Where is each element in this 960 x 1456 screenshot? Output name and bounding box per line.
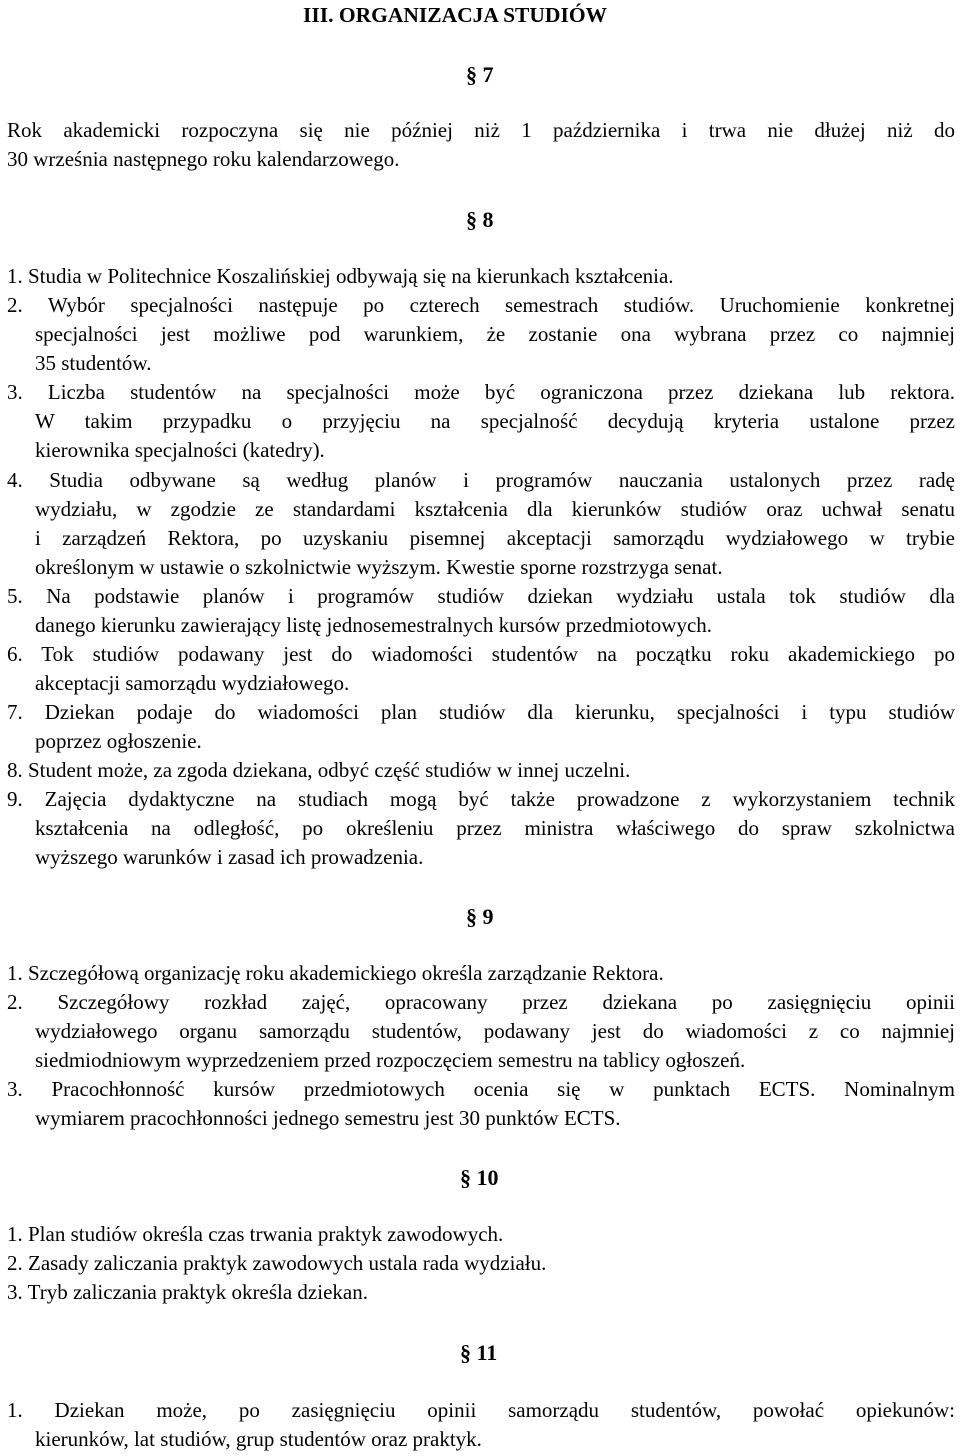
list-item-continuation: wyższego warunków i zasad ich prowadzenia. bbox=[35, 845, 424, 869]
chapter-title: III. ORGANIZACJA STUDIÓW bbox=[303, 3, 608, 27]
list-item-continuation: kierunków, lat studiów, grup studentów oraz praktyk. bbox=[35, 1427, 482, 1451]
paragraph-line: 30 września następnego roku kalendarzowego. bbox=[7, 147, 400, 171]
paragraph-line: Rok akademicki rozpoczyna się nie później niż 1 października i trwa nie dłużej niż do bbox=[7, 118, 955, 142]
list-item-continuation: siedmiodniowym wyprzedzeniem przed rozpoczęciem semestru na tablicy ogłoszeń. bbox=[35, 1048, 746, 1072]
list-item: 4. Studia odbywane są według planów i programów nauczania ustalonych przez radę bbox=[7, 468, 955, 492]
list-item-continuation: wydziału, w zgodzie ze standardami kształcenia dla kierunków studiów oraz uchwał senatu bbox=[35, 497, 955, 521]
list-item: 1. Szczegółową organizację roku akademickiego określa zarządzanie Rektora. bbox=[7, 961, 664, 985]
section-heading-11: § 11 bbox=[460, 1340, 498, 1365]
list-item: 9. Zajęcia dydaktyczne na studiach mogą być także prowadzone z wykorzystaniem technik bbox=[7, 787, 955, 811]
list-item-continuation: specjalności jest możliwe pod warunkiem, że zostanie ona wybrana przez co najmniej bbox=[35, 322, 955, 346]
list-item-continuation: kierownika specjalności (katedry). bbox=[35, 438, 325, 462]
list-item: 2. Wybór specjalności następuje po czterech semestrach studiów. Uruchomienie konkretnej bbox=[7, 293, 955, 317]
list-item: 3. Liczba studentów na specjalności może być ograniczona przez dziekana lub rektora. bbox=[7, 380, 955, 404]
list-item-continuation: W takim przypadku o przyjęciu na specjalność decydują kryteria ustalone przez bbox=[35, 409, 955, 433]
list-item: 3. Pracochłonność kursów przedmiotowych ocenia się w punktach ECTS. Nominalnym bbox=[7, 1077, 955, 1101]
list-item-continuation: 35 studentów. bbox=[35, 351, 152, 375]
list-item-continuation: kształcenia na odległość, po określeniu przez ministra właściwego do spraw szkolnictwa bbox=[35, 816, 955, 840]
list-item: 5. Na podstawie planów i programów studiów dziekan wydziału ustala tok studiów dla bbox=[7, 584, 955, 608]
list-item: 7. Dziekan podaje do wiadomości plan studiów dla kierunku, specjalności i typu studiów bbox=[7, 700, 955, 724]
section-heading-10: § 10 bbox=[460, 1165, 499, 1190]
list-item: 1. Dziekan może, po zasięgnięciu opinii samorządu studentów, powołać opiekunów: bbox=[7, 1398, 955, 1422]
list-item-continuation: wydziałowego organu samorządu studentów, podawany jest do wiadomości z co najmniej bbox=[35, 1019, 955, 1043]
section-heading-9: § 9 bbox=[466, 904, 494, 929]
section-heading-8: § 8 bbox=[466, 207, 494, 232]
list-item: 3. Tryb zaliczania praktyk określa dziekan. bbox=[7, 1280, 368, 1304]
list-item-continuation: danego kierunku zawierający listę jednosemestralnych kursów przedmiotowych. bbox=[35, 613, 713, 637]
list-item-continuation: określonym w ustawie o szkolnictwie wyższym. Kwestie sporne rozstrzyga senat. bbox=[35, 555, 723, 579]
list-item-continuation: wymiarem pracochłonności jednego semestru jest 30 punktów ECTS. bbox=[35, 1106, 621, 1130]
section-heading-7: § 7 bbox=[466, 62, 494, 87]
list-item: 6. Tok studiów podawany jest do wiadomości studentów na początku roku akademickiego po bbox=[7, 642, 955, 666]
list-item: 2. Szczegółowy rozkład zajęć, opracowany przez dziekana po zasięgnięciu opinii bbox=[7, 990, 955, 1014]
list-item-continuation: poprzez ogłoszenie. bbox=[35, 729, 202, 753]
list-item-continuation: akceptacji samorządu wydziałowego. bbox=[35, 671, 350, 695]
list-item: 1. Studia w Politechnice Koszalińskiej odbywają się na kierunkach kształcenia. bbox=[7, 264, 674, 288]
list-item: 1. Plan studiów określa czas trwania praktyk zawodowych. bbox=[7, 1222, 504, 1246]
list-item: 2. Zasady zaliczania praktyk zawodowych ustala rada wydziału. bbox=[7, 1251, 547, 1275]
list-item: 8. Student może, za zgoda dziekana, odbyć część studiów w innej uczelni. bbox=[7, 758, 631, 782]
list-item-continuation: i zarządzeń Rektora, po uzyskaniu pisemnej akceptacji samorządu wydziałowego w trybie bbox=[35, 526, 955, 550]
